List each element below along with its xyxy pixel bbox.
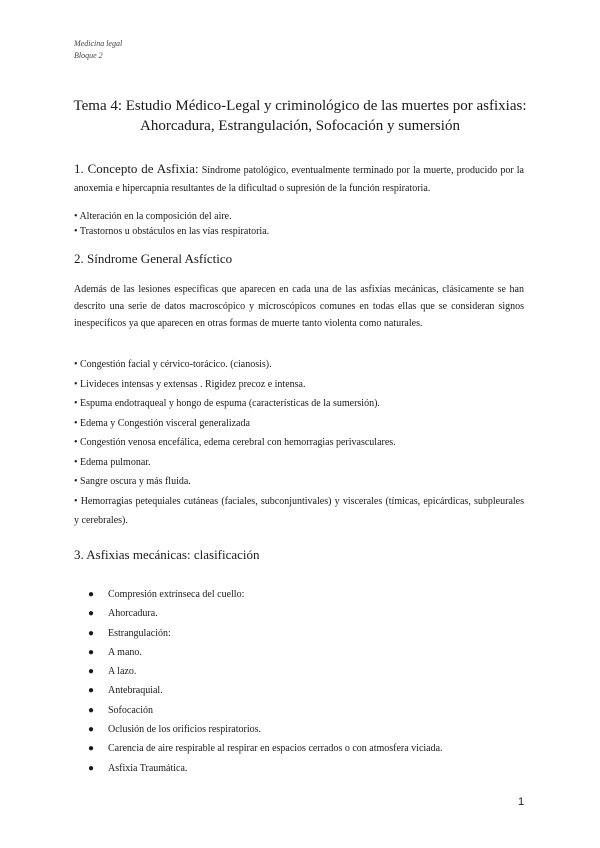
list-item: • Trastornos u obstáculos en las vías respiratoria.: [74, 226, 270, 237]
section-3-list: [88, 585, 443, 778]
title-line-2: Ahorcadura, Estrangulación, Sofocación y sumersión: [140, 118, 460, 134]
section-3-heading: 3. Asfixias mecánicas: clasificación: [74, 547, 260, 562]
list-item: ● Asfixia Traumática.: [88, 759, 443, 778]
page-number: 1: [518, 796, 525, 808]
bullet-dot-icon: ●: [88, 589, 95, 600]
bullet-dot-icon: ●: [88, 608, 95, 620]
list-item: • Hemorragias petequiales cutáneas (faciales, subconjuntivales) y viscerales (tímicas, epicárdicas, subpleurales y cerebrales).: [74, 495, 524, 526]
section-2-paragraph: Además de las lesiones específicas que aparecen en cada una de las asfixias mecánicas, clásicamente se han descrito una serie de datos macroscópico y microscópicos comunes en todas ellas que se consideran signos inespecíficos ya que aparecen en otras formas de muerte tanto violenta como naturales.: [74, 284, 524, 329]
section-1-bullets: [74, 209, 524, 239]
list-item: ● Ahorcadura.: [88, 604, 443, 623]
title-line-1: Tema 4: Estudio Médico-Legal y criminológico de las muertes por asfixias:: [73, 98, 527, 114]
list-item: ● Sofocación: [88, 701, 443, 720]
list-item: ● Carencia de aire respirable al respirar en espacios cerrados o con atmosfera viciada.: [88, 739, 443, 758]
list-item: ● Oclusión de los orificios respiratorios.: [88, 720, 443, 739]
list-item: • Congestión venosa encefálica, edema cerebral con hemorragias perivasculares.: [74, 437, 396, 448]
bullet-dot-icon: ●: [88, 666, 95, 678]
bullet-dot-icon: ●: [88, 627, 95, 639]
list-item: • Edema y Congestión visceral generalizada: [74, 417, 250, 429]
section-2-heading: 2. Síndrome General Asfíctico: [74, 251, 233, 266]
section-1-text: Síndrome patológico, eventualmente terminado por la muerte, producido por la anoxemia e hipercapnia resultantes de la dificultad o supresión de la función respiratoria.: [74, 165, 524, 194]
bullet-dot-icon: ●: [88, 762, 95, 774]
bullet-dot-icon: ●: [88, 646, 95, 658]
list-item: ● A mano.: [88, 643, 443, 662]
list-item: • Congestión facial y cérvico-torácico. (cianosis).: [74, 359, 272, 370]
list-item: ● Estrangulación:: [88, 624, 443, 643]
list-item: ● Compresión extrínseca del cuello:: [88, 585, 443, 604]
bullet-dot-icon: ●: [88, 685, 95, 697]
list-item: • Edema pulmonar.: [74, 456, 151, 468]
bullet-dot-icon: ●: [88, 704, 95, 716]
list-item: • Espuma endotraqueal y hongo de espuma (características de la sumersión).: [74, 398, 380, 409]
header-block: Bloque 2: [74, 51, 103, 60]
list-item: • Alteración en la composición del aire.: [74, 211, 232, 222]
header-subject: Medicina legal: [74, 39, 123, 48]
section-1-paragraph: [74, 160, 524, 198]
list-item: • Sangre oscura y más fluida.: [74, 476, 191, 487]
section-1-heading: 1. Concepto de Asfixia:: [74, 161, 199, 176]
section-2-bullets: [74, 355, 524, 531]
bullet-dot-icon: ●: [88, 724, 95, 736]
running-header: [74, 38, 122, 62]
list-item: ● Antebraquial.: [88, 681, 443, 700]
list-item: • Livideces intensas y extensas . Rigidez precoz e intensa.: [74, 378, 306, 390]
list-item: ● A lazo.: [88, 662, 443, 681]
document-title: [0, 96, 600, 136]
bullet-dot-icon: ●: [88, 743, 95, 755]
